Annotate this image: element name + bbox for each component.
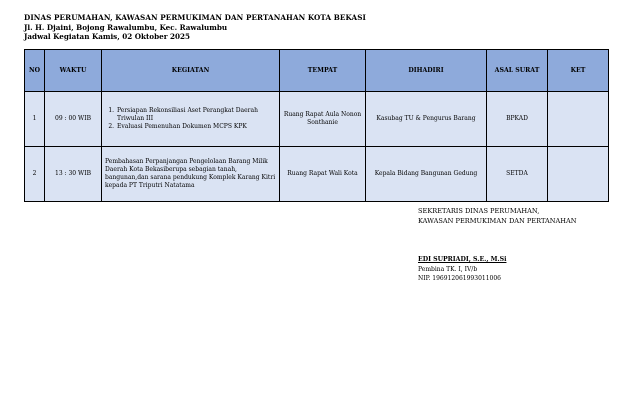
- signature-block: [418, 207, 577, 283]
- cell-ket: [548, 147, 609, 202]
- signatory-title-line2: KAWASAN PERMUKIMAN DAN PERTANAHAN: [418, 216, 577, 225]
- office-address: Jl. H. Djaini, Bojong Rawalumbu, Kec. Rawalumbu: [24, 22, 228, 32]
- cell-tempat: Ruang Rapat Wali Kota: [280, 147, 366, 202]
- cell-ket: [548, 92, 609, 147]
- schedule-table: [24, 49, 609, 202]
- col-header-tempat: TEMPAT: [280, 50, 366, 92]
- list-item: 1. Persiapan Rekonsiliasi Aset Perangkat Daerah Triwulan III: [116, 107, 277, 123]
- signatory-rank: Pembina TK. I, IV/b: [418, 265, 478, 273]
- cell-no: 1: [25, 92, 45, 147]
- cell-no: 2: [25, 147, 45, 202]
- signatory-title-line1: SEKRETARIS DINAS PERUMAHAN,: [418, 207, 540, 215]
- cell-kegiatan: [102, 92, 280, 147]
- col-header-asal-surat: ASAL SURAT: [487, 50, 548, 92]
- col-header-waktu: WAKTU: [45, 50, 102, 92]
- col-header-ket: KET: [548, 50, 609, 92]
- table-header-row: [25, 50, 609, 92]
- cell-kegiatan: Pembahasan Perpanjangan Pengelolaan Barang Milik Daerah Kota Bekasiberupa sebagian tanah, bangunan,dan sarana pendukung Komplek Karang Kitri kepada PT Triputri Natatama: [102, 147, 280, 202]
- cell-waktu: 13 : 30 WIB: [45, 147, 102, 202]
- cell-dihadiri: Kepala Bidang Bangunan Gedung: [366, 147, 487, 202]
- signatory-nip: NIP. 196912061993011006: [418, 274, 501, 282]
- kegiatan-list: [105, 107, 277, 131]
- organization-name: DINAS PERUMAHAN, KAWASAN PERMUKIMAN DAN PERTANAHAN KOTA BEKASI: [24, 13, 366, 22]
- cell-asal-surat: SETDA: [487, 147, 548, 202]
- signatory-name: EDI SUPRIADI, S.E., M.Si: [418, 256, 507, 264]
- document-header: [24, 13, 366, 42]
- col-header-kegiatan: KEGIATAN: [102, 50, 280, 92]
- cell-tempat: Ruang Rapat Aula Nonon Sonthanie: [280, 92, 366, 147]
- cell-waktu: 09 : 00 WIB: [45, 92, 102, 147]
- cell-dihadiri: Kasubag TU & Pengurus Barang: [366, 92, 487, 147]
- table-row: [25, 147, 609, 202]
- cell-asal-surat: BPKAD: [487, 92, 548, 147]
- col-header-dihadiri: DIHADIRI: [366, 50, 487, 92]
- col-header-no: NO: [25, 50, 45, 92]
- schedule-title: Jadwal Kegiatan Kamis, 02 Oktober 2025: [24, 32, 190, 42]
- list-item: 2. Evaluasi Pemenuhan Dokumen MCPS KPK: [116, 123, 277, 131]
- table-row: [25, 92, 609, 147]
- signature-space: [418, 226, 577, 255]
